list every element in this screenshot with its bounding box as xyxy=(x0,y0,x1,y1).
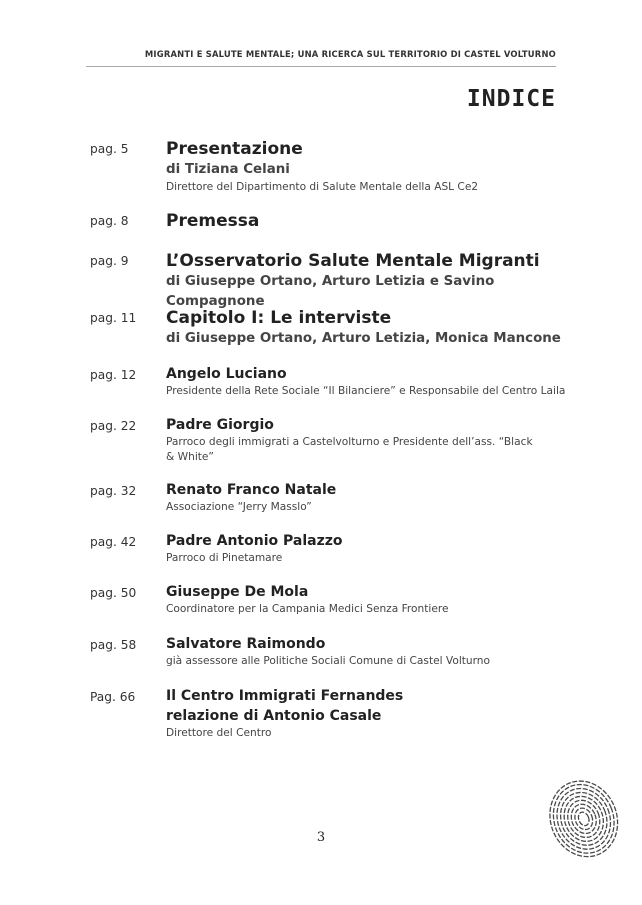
toc-author: di Giuseppe Ortano, Arturo Letizia e Savino Compagnone xyxy=(166,274,495,309)
toc-description: Associazione “Jerry Masslo” xyxy=(166,501,312,513)
toc-page-number: pag. 9 xyxy=(90,254,129,268)
toc-description: Parroco di Pinetamare xyxy=(166,552,283,564)
toc-title: L’Osservatorio Salute Mentale Migranti xyxy=(166,251,540,271)
toc-page-number: pag. 50 xyxy=(90,586,137,600)
toc-description: Direttore del Dipartimento di Salute Mentale della ASL Ce2 xyxy=(166,181,479,193)
running-header: MIGRANTI E SALUTE MENTALE; UNA RICERCA SUL TERRITORIO DI CASTEL VOLTURNO xyxy=(144,49,556,59)
toc-description: Direttore del Centro xyxy=(166,727,272,739)
index-title: INDICE xyxy=(466,86,556,112)
toc-page-number: Pag. 66 xyxy=(90,690,136,704)
toc-title: Giuseppe De Mola xyxy=(166,584,309,600)
toc-author: di Giuseppe Ortano, Arturo Letizia, Monica Mancone xyxy=(166,331,561,346)
toc-title-line-2: relazione di Antonio Casale xyxy=(166,708,382,724)
toc-page-number: pag. 58 xyxy=(90,638,137,652)
toc-title: Angelo Luciano xyxy=(166,366,287,382)
toc-page-number: pag. 12 xyxy=(90,368,137,382)
toc-description: già assessore alle Politiche Sociali Comune di Castel Volturno xyxy=(166,655,491,667)
toc-author: di Tiziana Celani xyxy=(166,162,290,177)
toc-page-number: pag. 42 xyxy=(90,535,137,549)
toc-title: Padre Giorgio xyxy=(166,417,274,433)
toc-title: Salvatore Raimondo xyxy=(166,636,326,652)
toc-page-number: pag. 8 xyxy=(90,214,129,228)
toc-title: Padre Antonio Palazzo xyxy=(166,533,343,549)
fingerprint-icon xyxy=(540,776,626,858)
page-number: 3 xyxy=(316,830,326,845)
toc-description: Parroco degli immigrati a Castelvolturno e Presidente dell’ass. “Black & White” xyxy=(166,436,533,463)
toc-title: Premessa xyxy=(166,211,260,231)
header-rule xyxy=(86,66,556,67)
toc-page-number: pag. 5 xyxy=(90,142,129,156)
toc-page-number: pag. 32 xyxy=(90,484,137,498)
toc-page-number: pag. 22 xyxy=(90,419,137,433)
toc-title: Renato Franco Natale xyxy=(166,482,337,498)
toc-title: Presentazione xyxy=(166,139,303,159)
toc-title: Il Centro Immigrati Fernandes xyxy=(166,688,404,704)
toc-description: Presidente della Rete Sociale “Il Bilanciere” e Responsabile del Centro Laila xyxy=(166,385,566,397)
toc-description: Coordinatore per la Campania Medici Senza Frontiere xyxy=(166,603,449,615)
toc-title: Capitolo I: Le interviste xyxy=(166,308,392,328)
toc-page-number: pag. 11 xyxy=(90,311,137,325)
